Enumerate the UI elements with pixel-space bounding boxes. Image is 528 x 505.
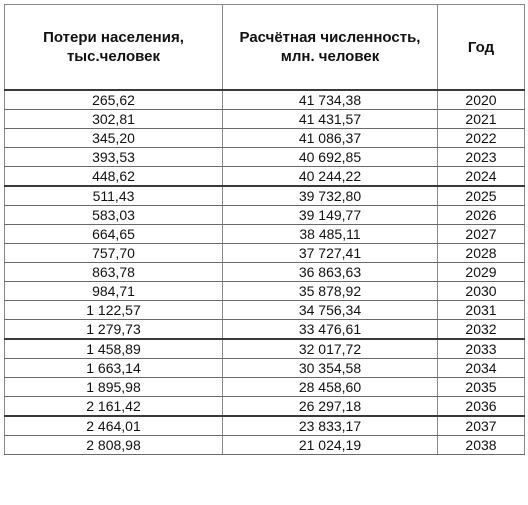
table-row (5, 436, 525, 455)
cell-losses[interactable]: 2 808,98 (5, 436, 223, 455)
cell-year[interactable]: 2024 (438, 167, 525, 187)
cell-population[interactable]: 35 878,92 (223, 282, 438, 301)
cell-losses[interactable]: 583,03 (5, 206, 223, 225)
cell-losses[interactable]: 863,78 (5, 263, 223, 282)
table-row (5, 148, 525, 167)
table-row (5, 90, 525, 110)
table-body (5, 90, 525, 455)
cell-year[interactable]: 2035 (438, 378, 525, 397)
cell-population[interactable]: 40 692,85 (223, 148, 438, 167)
cell-year[interactable]: 2032 (438, 320, 525, 340)
cell-year[interactable]: 2023 (438, 148, 525, 167)
cell-losses[interactable]: 302,81 (5, 110, 223, 129)
cell-population[interactable]: 40 244,22 (223, 167, 438, 187)
table-row (5, 110, 525, 129)
cell-losses[interactable]: 345,20 (5, 129, 223, 148)
cell-losses[interactable]: 1 279,73 (5, 320, 223, 340)
cell-population[interactable]: 33 476,61 (223, 320, 438, 340)
cell-losses[interactable]: 2 161,42 (5, 397, 223, 417)
cell-year[interactable]: 2022 (438, 129, 525, 148)
population-table (4, 4, 525, 455)
cell-population[interactable]: 38 485,11 (223, 225, 438, 244)
header-row (5, 5, 525, 91)
cell-population[interactable]: 41 431,57 (223, 110, 438, 129)
cell-losses[interactable]: 1 895,98 (5, 378, 223, 397)
table-row (5, 129, 525, 148)
cell-population[interactable]: 30 354,58 (223, 359, 438, 378)
cell-losses[interactable]: 2 464,01 (5, 416, 223, 436)
header-population-line2: млн. человек (280, 48, 380, 65)
cell-year[interactable]: 2036 (438, 397, 525, 417)
cell-losses[interactable]: 1 458,89 (5, 339, 223, 359)
cell-population[interactable]: 37 727,41 (223, 244, 438, 263)
header-losses-line2: тыс.человек (66, 48, 161, 65)
cell-population[interactable]: 39 149,77 (223, 206, 438, 225)
cell-losses[interactable]: 984,71 (5, 282, 223, 301)
cell-population[interactable]: 28 458,60 (223, 378, 438, 397)
table-row (5, 206, 525, 225)
cell-year[interactable]: 2031 (438, 301, 525, 320)
cell-year[interactable]: 2028 (438, 244, 525, 263)
header-population-line1: Расчётная численность, (239, 29, 421, 46)
table-row (5, 320, 525, 340)
cell-population[interactable]: 32 017,72 (223, 339, 438, 359)
table-row (5, 416, 525, 436)
header-losses[interactable] (5, 5, 223, 91)
table-row (5, 282, 525, 301)
cell-losses[interactable]: 664,65 (5, 225, 223, 244)
cell-year[interactable]: 2034 (438, 359, 525, 378)
cell-population[interactable]: 21 024,19 (223, 436, 438, 455)
cell-population[interactable]: 26 297,18 (223, 397, 438, 417)
cell-year[interactable]: 2026 (438, 206, 525, 225)
table-row (5, 244, 525, 263)
table-row (5, 301, 525, 320)
cell-year[interactable]: 2033 (438, 339, 525, 359)
table-row (5, 397, 525, 417)
cell-year[interactable]: 2029 (438, 263, 525, 282)
cell-year[interactable]: 2025 (438, 186, 525, 206)
cell-losses[interactable]: 393,53 (5, 148, 223, 167)
cell-year[interactable]: 2021 (438, 110, 525, 129)
table-row (5, 167, 525, 187)
cell-year[interactable]: 2020 (438, 90, 525, 110)
cell-year[interactable]: 2038 (438, 436, 525, 455)
table-row (5, 339, 525, 359)
cell-losses[interactable]: 448,62 (5, 167, 223, 187)
cell-losses[interactable]: 1 122,57 (5, 301, 223, 320)
cell-year[interactable]: 2027 (438, 225, 525, 244)
cell-population[interactable]: 36 863,63 (223, 263, 438, 282)
cell-year[interactable]: 2037 (438, 416, 525, 436)
header-losses-line1: Потери населения, (43, 29, 184, 46)
cell-losses[interactable]: 757,70 (5, 244, 223, 263)
table-row (5, 225, 525, 244)
cell-population[interactable]: 41 734,38 (223, 90, 438, 110)
header-year[interactable] (438, 5, 525, 91)
table-row (5, 186, 525, 206)
cell-losses[interactable]: 265,62 (5, 90, 223, 110)
table-row (5, 263, 525, 282)
cell-population[interactable]: 23 833,17 (223, 416, 438, 436)
cell-losses[interactable]: 511,43 (5, 186, 223, 206)
table-row (5, 378, 525, 397)
table-row (5, 359, 525, 378)
header-population[interactable] (223, 5, 438, 91)
header-year-label: Год (467, 38, 495, 56)
cell-year[interactable]: 2030 (438, 282, 525, 301)
cell-population[interactable]: 39 732,80 (223, 186, 438, 206)
cell-population[interactable]: 41 086,37 (223, 129, 438, 148)
cell-losses[interactable]: 1 663,14 (5, 359, 223, 378)
cell-population[interactable]: 34 756,34 (223, 301, 438, 320)
